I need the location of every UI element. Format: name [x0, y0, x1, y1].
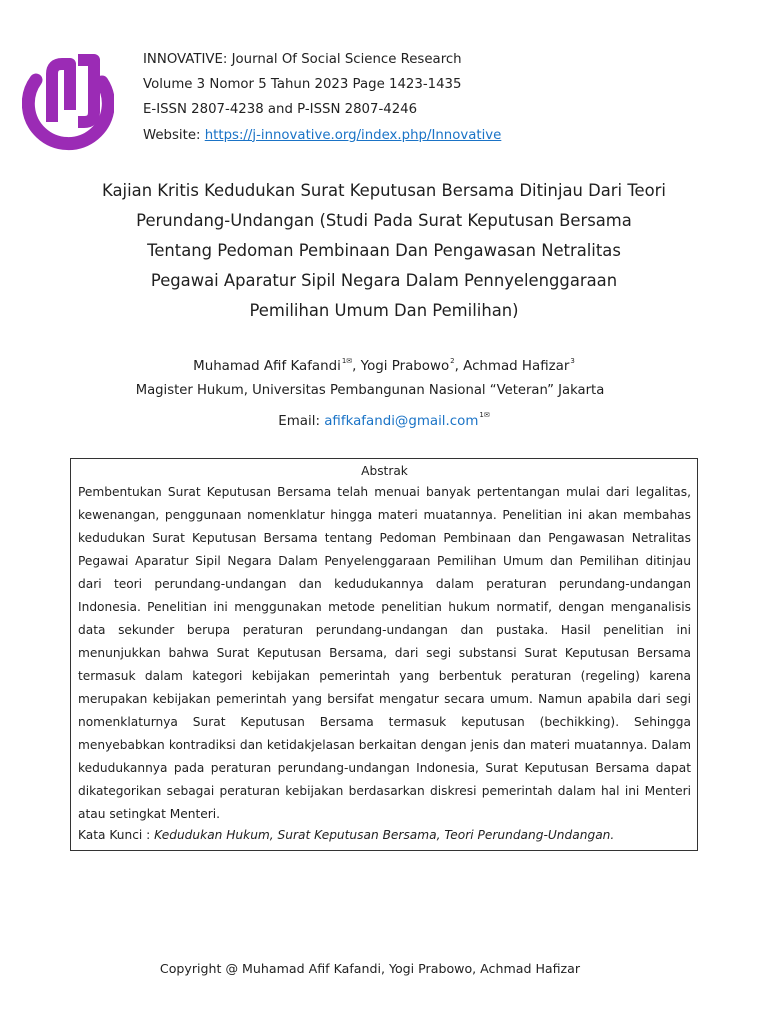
journal-logo	[22, 52, 114, 152]
author-superscript: 1✉	[341, 357, 353, 365]
abstract-heading: Abstrak	[361, 464, 408, 478]
author-name: , Achmad Hafizar	[454, 359, 570, 374]
author-name: Muhamad Afif Kafandi	[193, 359, 341, 374]
author-superscript: 3	[570, 357, 575, 365]
author-superscript: 2	[450, 357, 455, 365]
author-list	[0, 357, 768, 374]
title-line: Kajian Kritis Kedudukan Surat Keputusan Bersama Ditinjau Dari Teori	[102, 181, 666, 200]
copyright-footer: Copyright @ Muhamad Afif Kafandi, Yogi Prabowo, Achmad Hafizar	[159, 961, 581, 976]
website-link[interactable]: https://j-innovative.org/index.php/Innovative	[204, 127, 502, 143]
keywords-line	[78, 826, 691, 845]
affiliation: Magister Hukum, Universitas Pembangunan Nasional “Veteran” Jakarta	[135, 383, 605, 398]
email-line	[0, 411, 768, 429]
abstract-box	[70, 458, 698, 851]
keywords-text: Kedudukan Hukum, Surat Keputusan Bersama, Teori Perundang-Undangan.	[154, 828, 615, 842]
email-label: Email:	[278, 414, 325, 429]
title-line: Tentang Pedoman Pembinaan Dan Pengawasan Netralitas	[147, 241, 621, 260]
website-label: Website:	[143, 127, 205, 143]
journal-issn: E-ISSN 2807-4238 and P-ISSN 2807-4246	[143, 102, 418, 118]
abstract-body: Pembentukan Surat Keputusan Bersama telah menuai banyak pertentangan mulai dari legalitas, kewenangan, penggunaan nomenklatur hingga materi muatannya. Penelitian ini akan membahas kedudukan Surat Keputusan Bersama tentang Pedoman Pembinaan dan Pengawasan Netralitas Pegawai Aparatur Sipil Negara Dalam Penyelenggaraan Pemilihan Umum dan Pemilihan ditinjau dari teori perundang-undangan dan kedudukannya dalam peraturan perundang-undangan Indonesia. Penelitian ini menggunakan metode penelitian hukum normatif, dengan menganalisis data sekunder berupa peraturan perundang-undangan dan pustaka. Hasil penelitian ini menunjukkan bahwa Surat Keputusan Bersama, dari segi substansi Surat Keputusan Bersama termasuk dalam kategori kebijakan pemerintah yang berbentuk peraturan (regeling) karena merupakan kebijakan pemerintah yang bersifat mengatur secara umum. Namun apabila dari segi nomenklaturnya Surat Keputusan Bersama termasuk keputusan (bechikking). Sehingga menyebabkan kontradiksi dan ketidakjelasan berkaitan dengan jenis dan materi muatannya. Dalam kedudukannya pada peraturan perundang-undangan Indonesia, Surat Keputusan Bersama dapat dikategorikan sebagai peraturan kebijakan berdasarkan diskresi pemerintah dalam hal ini Menteri atau setingkat Menteri.	[78, 485, 691, 821]
title-line: Perundang-Undangan (Studi Pada Surat Keputusan Bersama	[136, 211, 632, 230]
email-address-link[interactable]: afifkafandi@gmail.com	[324, 414, 479, 429]
journal-name: INNOVATIVE: Journal Of Social Science Research	[143, 52, 462, 67]
author-name: , Yogi Prabowo	[352, 359, 450, 374]
journal-volume: Volume 3 Nomor 5 Tahun 2023 Page 1423-1435	[143, 77, 462, 93]
journal-info	[143, 47, 501, 148]
keywords-label: Kata Kunci :	[78, 828, 155, 842]
email-superscript: 1✉	[479, 411, 490, 419]
journal-website	[143, 123, 501, 148]
paper-title	[60, 176, 708, 326]
title-line: Pegawai Aparatur Sipil Negara Dalam Pennyelenggaraan	[150, 271, 618, 290]
title-line: Pemilihan Umum Dan Pemilihan)	[249, 301, 519, 320]
innovative-logo-icon	[22, 52, 114, 152]
